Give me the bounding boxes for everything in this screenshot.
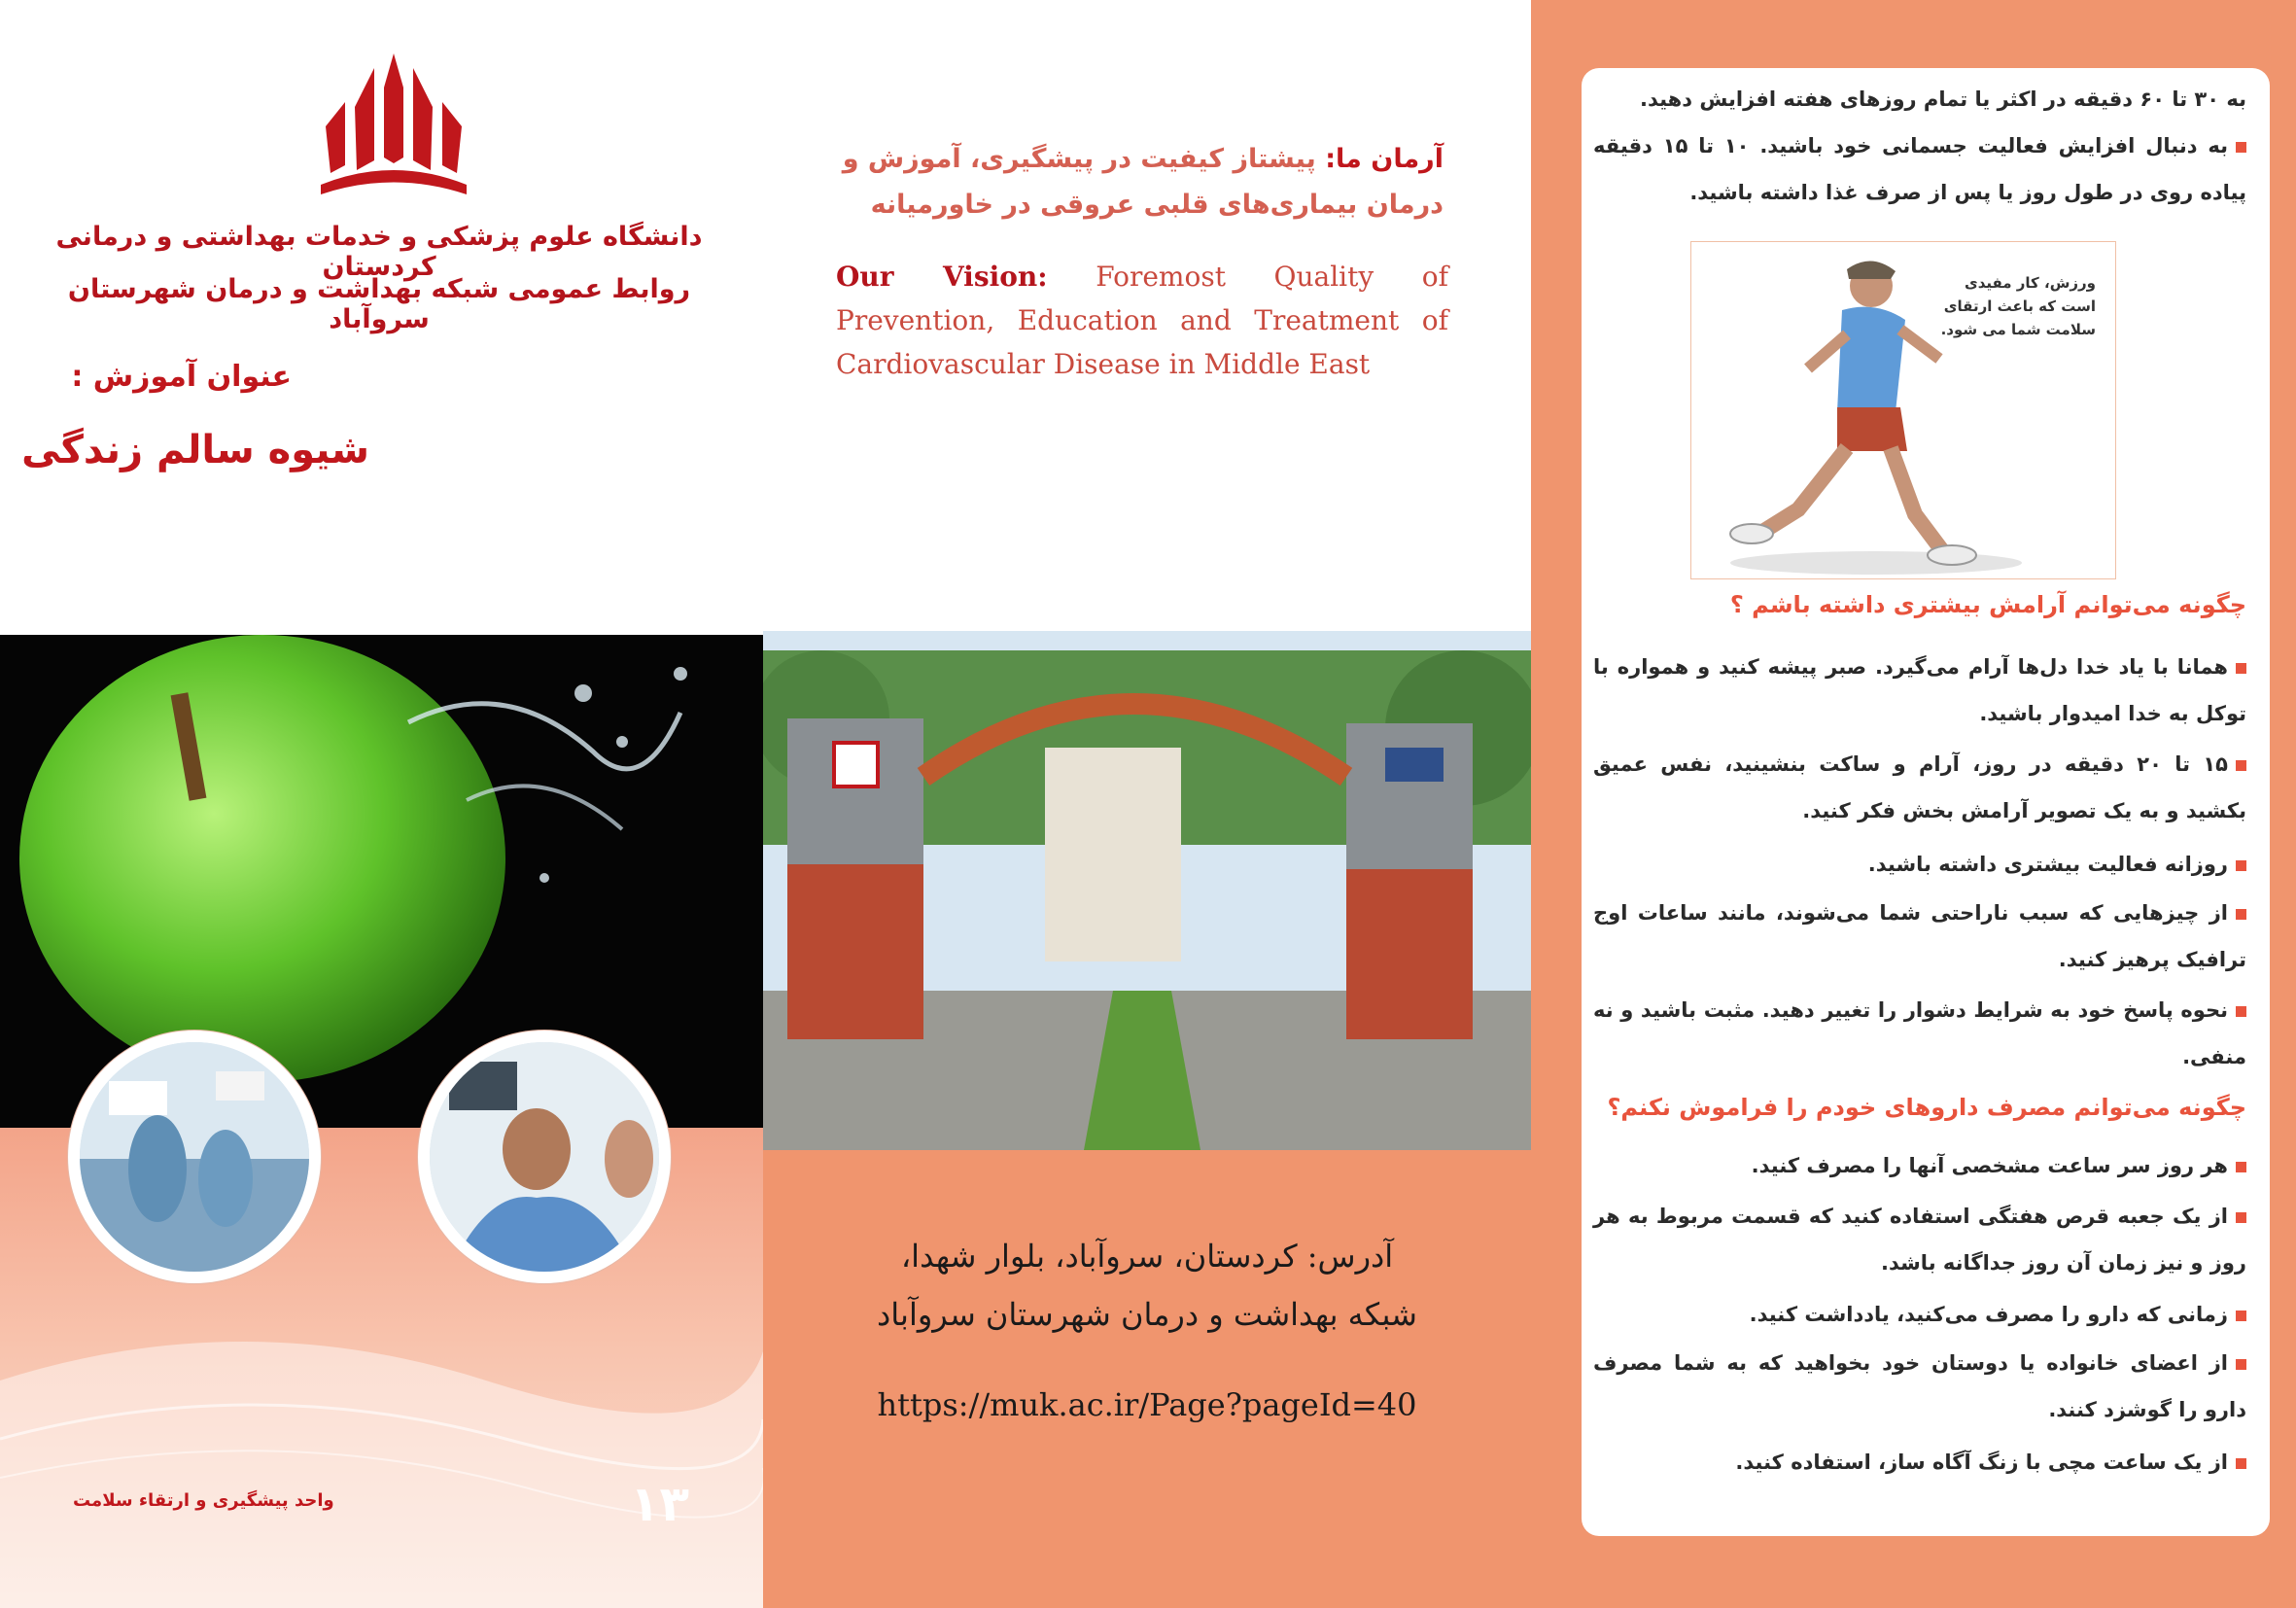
bullet-calm-3-text: روزانه فعالیت بیشتری داشته باشید. (1867, 853, 2228, 876)
topic-title: شیوه سالم زندگی (21, 428, 369, 472)
intro-text: به ۳۰ تا ۶۰ دقیقه در اکثر یا تمام روزهای هفته افزایش دهید. (1639, 87, 2246, 111)
university-logo (316, 49, 471, 204)
runner-caption: ورزش، کار مفیدی است که باعث ارتقای سلامت شما می شود. (1940, 274, 2096, 338)
bullet-calm-3 (1593, 841, 2246, 888)
bullet-meds-4 (1593, 1340, 2246, 1433)
heading-calm: چگونه می‌توانم آرامش بیشتری داشته باشم ؟ (1729, 591, 2246, 618)
website-link[interactable]: https://muk.ac.ir/Page?pageId=40 (877, 1386, 1417, 1423)
vision-fa-lead: آرمان ما: (1325, 144, 1444, 174)
heading-meds: چگونه می‌توانم مصرف داروهای خودم را فراموش نکنم؟ (1607, 1094, 2246, 1121)
vision-en-lead: Our Vision: (836, 261, 1048, 293)
vision-english (836, 255, 1448, 386)
bullet-meds-1-text: هر روز سر ساعت مشخصی آنها را مصرف کنید. (1751, 1154, 2228, 1177)
page-number: ۱۳ (630, 1476, 690, 1532)
bullet-walk-text: به دنبال افزایش فعالیت جسمانی خود باشید. ۱۰ تا ۱۵ دقیقه پیاده روی در طول روز یا پس از صرف غذا داشته باشید. (1593, 134, 2246, 204)
vision-panel (763, 0, 1531, 1608)
campus-gate-photo (763, 631, 1531, 1150)
tips-panel (1531, 0, 2296, 1608)
contact-block (763, 1150, 1531, 1608)
vision-persian (821, 136, 1444, 227)
footer-unit: واحد پیشگیری و ارتقاء سلامت (73, 1490, 334, 1511)
cover-panel (0, 0, 763, 1608)
public-relations-line: روابط عمومی شبکه بهداشت و درمان شهرستان سروآباد (67, 274, 691, 334)
operating-room-photo (68, 1031, 321, 1283)
bullet-square-icon (2236, 1311, 2246, 1321)
bullet-meds-5 (1593, 1439, 2246, 1486)
bullet-square-icon (2236, 1212, 2246, 1223)
bullet-square-icon (2236, 663, 2246, 674)
bullet-calm-5-text: نحوه پاسخ خود به شرایط دشوار را تغییر دهید. مثبت باشید و نه منفی. (1593, 998, 2246, 1068)
university-name: دانشگاه علوم پزشکی و خدمات بهداشتی و درمانی کردستان (55, 222, 703, 282)
topic-label: عنوان آموزش : (71, 360, 292, 394)
bullet-square-icon (2236, 142, 2246, 153)
bullet-square-icon (2236, 1359, 2246, 1370)
bullet-meds-3-text: زمانی که دارو را مصرف می‌کنید، یادداشت کنید. (1749, 1303, 2228, 1326)
bullet-calm-2-text: ۱۵ تا ۲۰ دقیقه در روز، آرام و ساکت بنشینید، نفس عمیق بکشید و به یک تصویر آرامش بخش فکر کنید. (1593, 752, 2246, 822)
bullet-calm-2 (1593, 741, 2246, 834)
bullet-square-icon (2236, 860, 2246, 871)
bullet-meds-2-text: از یک جعبه قرص هفتگی استفاده کنید که قسمت مربوط به هر روز و نیز زمان آن روز جداگانه باشد. (1593, 1205, 2246, 1275)
bullet-calm-1 (1593, 644, 2246, 737)
bullet-meds-5-text: از یک ساعت مچی با زنگ آگاه ساز، استفاده کنید. (1735, 1451, 2228, 1474)
bullet-square-icon (2236, 1458, 2246, 1469)
tips-card (1582, 68, 2270, 1536)
bullet-calm-5 (1593, 987, 2246, 1080)
vision-fa-body: پیشتاز کیفیت در پیشگیری، آموزش و درمان بیماری‌های قلبی عروقی در خاورمیانه (842, 144, 1444, 220)
bullet-calm-1-text: همانا با یاد خدا دل‌ها آرام می‌گیرد. صبر پیشه کنید و همواره با توکل به خدا امیدوار باشید. (1593, 655, 2246, 725)
address-line-1: آدرس: کردستان، سروآباد، بلوار شهدا، (900, 1238, 1394, 1275)
vision-en-body: Foremost Quality of Prevention, Education and Treatment of Cardiovascular Disease in Middle East (836, 261, 1449, 380)
bullet-meds-4-text: از اعضای خانواده یا دوستان خود بخواهید که به شما مصرف دارو را گوشزد کنند. (1593, 1351, 2246, 1421)
bullet-meds-3 (1593, 1291, 2246, 1338)
bullet-calm-4 (1593, 890, 2246, 983)
bullet-square-icon (2236, 1006, 2246, 1017)
bullet-meds-2 (1593, 1193, 2246, 1286)
bullet-meds-1 (1593, 1142, 2246, 1189)
address-line-2: شبکه بهداشت و درمان شهرستان سروآباد (877, 1296, 1417, 1333)
bullet-square-icon (2236, 760, 2246, 771)
runner-image (1690, 241, 2116, 579)
bullet-calm-4-text: از چیزهایی که سبب ناراحتی شما می‌شوند، مانند ساعات اوج ترافیک پرهیز کنید. (1593, 901, 2246, 971)
bullet-square-icon (2236, 909, 2246, 920)
bullet-square-icon (2236, 1162, 2246, 1172)
bullet-walk (1593, 122, 2246, 216)
patient-photo (418, 1031, 671, 1283)
